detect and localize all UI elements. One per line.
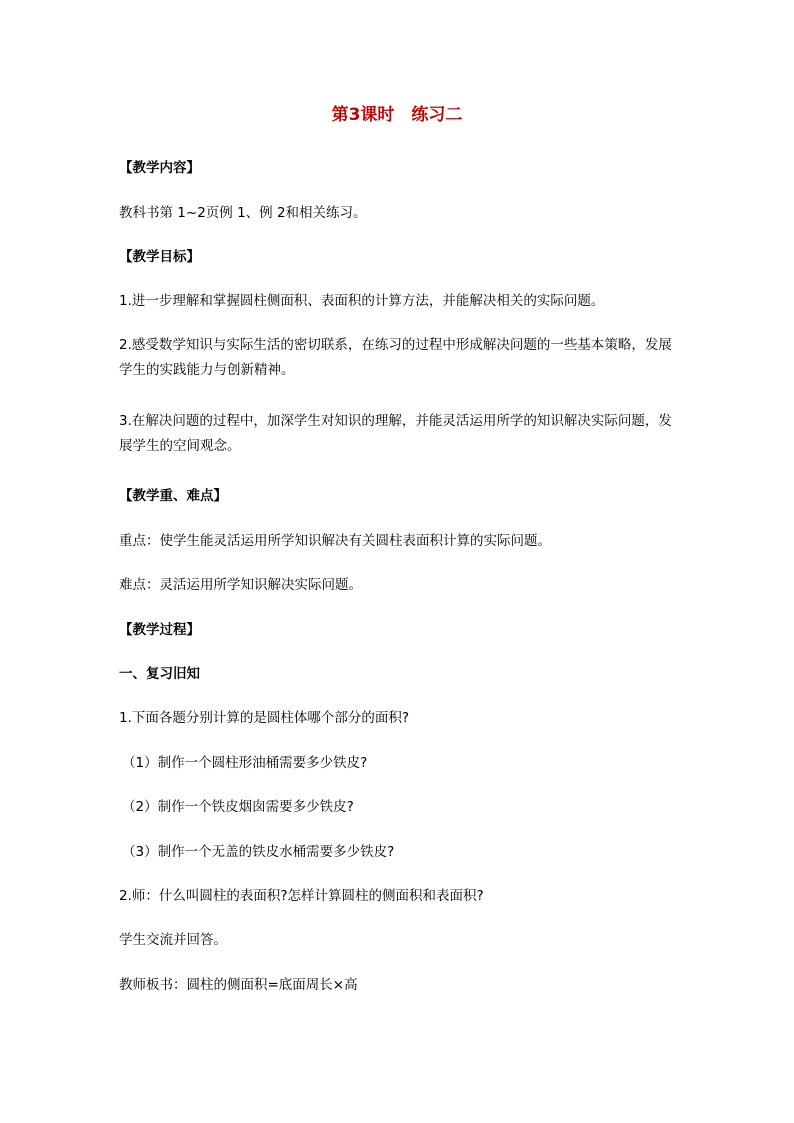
goal-2: 2.感受数学知识与实际生活的密切联系，在练习的过程中形成解决问题的一些基本策略，发展学生的实践能力与创新精神。 xyxy=(119,337,672,378)
question-1: 1.下面各题分别计算的是圆柱体哪个部分的面积? xyxy=(119,710,410,726)
sub-question-2: （2）制作一个铁皮烟囱需要多少铁皮? xyxy=(122,799,354,815)
goal-3: 3.在解决问题的过程中，加深学生对知识的理解，并能灵活运用所学的知识解决实际问题，发展学生的空间观念。 xyxy=(119,413,672,454)
section-heading-process: 【教学过程】 xyxy=(119,622,200,638)
goal-1: 1.进一步理解和掌握圆柱侧面积、表面积的计算方法，并能解决相关的实际问题。 xyxy=(119,293,605,309)
question-2: 2.师：什么叫圆柱的表面积?怎样计算圆柱的侧面积和表面积? xyxy=(119,888,484,904)
section-heading-key-points: 【教学重、难点】 xyxy=(119,488,227,504)
section-heading-review: 一、复习旧知 xyxy=(119,666,200,682)
content-text: 教科书第 1~2页例 1、例 2和相关练习。 xyxy=(119,205,367,221)
sub-question-3: （3）制作一个无盖的铁皮水桶需要多少铁皮? xyxy=(122,844,395,860)
section-heading-goals: 【教学目标】 xyxy=(119,249,200,265)
board-note: 教师板书：圆柱的侧面积=底面周长×高 xyxy=(119,977,358,993)
student-answer: 学生交流并回答。 xyxy=(119,932,227,948)
sub-question-1: （1）制作一个圆柱形油桶需要多少铁皮? xyxy=(122,755,368,771)
section-heading-content: 【教学内容】 xyxy=(119,160,200,176)
page-title: 第3课时 练习二 xyxy=(331,105,463,125)
difficult-point: 难点：灵活运用所学知识解决实际问题。 xyxy=(119,577,362,593)
key-point: 重点：使学生能灵活运用所学知识解决有关圆柱表面积计算的实际问题。 xyxy=(119,533,551,549)
